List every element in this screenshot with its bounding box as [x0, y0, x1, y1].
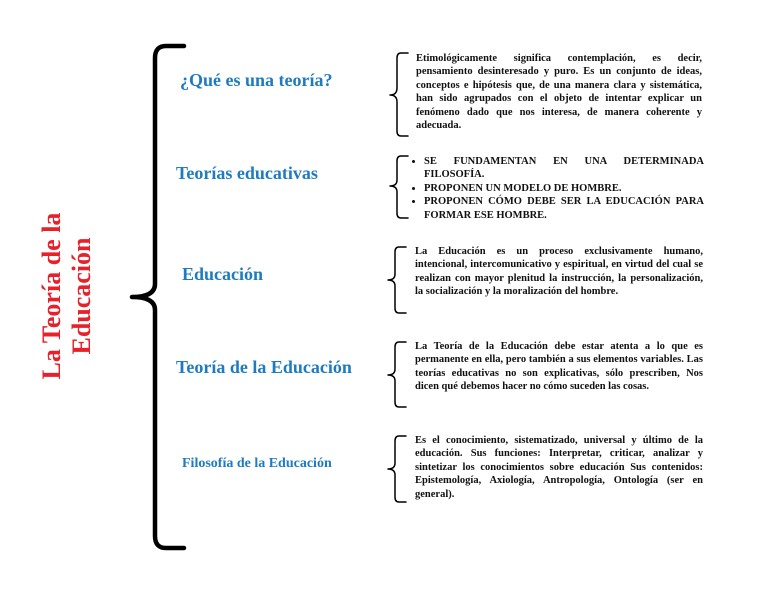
- bullet-item: • PROPONEN UN MODELO DE HOMBRE.: [424, 182, 704, 195]
- desc-teorias-educativas: [410, 155, 704, 226]
- brace-que-es-una-teoria: [390, 53, 408, 136]
- brace-educacion: [388, 247, 406, 313]
- main-title-text: La Teoría de la Educación: [37, 212, 96, 380]
- bullet-item: • PROPONEN CÓMO DEBE SER LA EDUCACIÓN PARA FORMAR ESE HOMBRE.: [424, 195, 704, 222]
- desc-teoria-de-la-educacion: La Teoría de la Educación debe estar atenta a lo que es permanente en ella, pero también a sus elementos variables. Las teorías educativas no son explicativas, sólo prescriben, Nos dicen qué debemos hacer no cómo suceden las cosas.: [415, 341, 703, 393]
- bullet-item: • SE FUNDAMENTAN EN UNA DETERMINADA FILOSOFÍA.: [424, 155, 704, 182]
- desc-educacion: La Educación es un proceso exclusivamente humano, intencional, intercomunicativo y espiritual, en virtud del cual se realizan con mayor plenitud la instrucción, la personalización, la socialización y la moralización del hombre.: [415, 246, 703, 298]
- topic-filosofia-de-la-educacion: Filosofía de la Educación: [182, 456, 332, 471]
- topic-educacion: Educación: [182, 264, 264, 284]
- topic-teoria-de-la-educacion: Teoría de la Educación: [176, 357, 352, 377]
- main-brace: [132, 46, 184, 548]
- desc-que-es-una-teoria: Etimológicamente significa contemplación, es decir, pensamiento desinteresado y puro. Es un conjunto de ideas, conceptos e hipótesis que, de una manera clara y sistemática, han sido agrupados con el objeto de intentar explicar un fenómeno dado que nos interesa, de manera coherente y adecuada.: [416, 53, 702, 132]
- brace-teorias-educativas: [390, 156, 408, 218]
- brace-teoria-de-la-educacion: [388, 342, 406, 407]
- bullet-list: [410, 155, 704, 222]
- brace-filosofia-de-la-educacion: [388, 436, 406, 502]
- topic-que-es-una-teoria: ¿Qué es una teoría?: [180, 70, 333, 90]
- desc-filosofia-de-la-educacion: Es el conocimiento, sistematizado, universal y último de la educación. Sus funciones: Interpretar, criticar, analizar y sintetizar los conocimientos sobre educación Sus contenidos: Epistemología, Axiología, Antropología, Ontología (ser en general).: [415, 435, 703, 500]
- topic-teorias-educativas: Teorías educativas: [176, 163, 318, 183]
